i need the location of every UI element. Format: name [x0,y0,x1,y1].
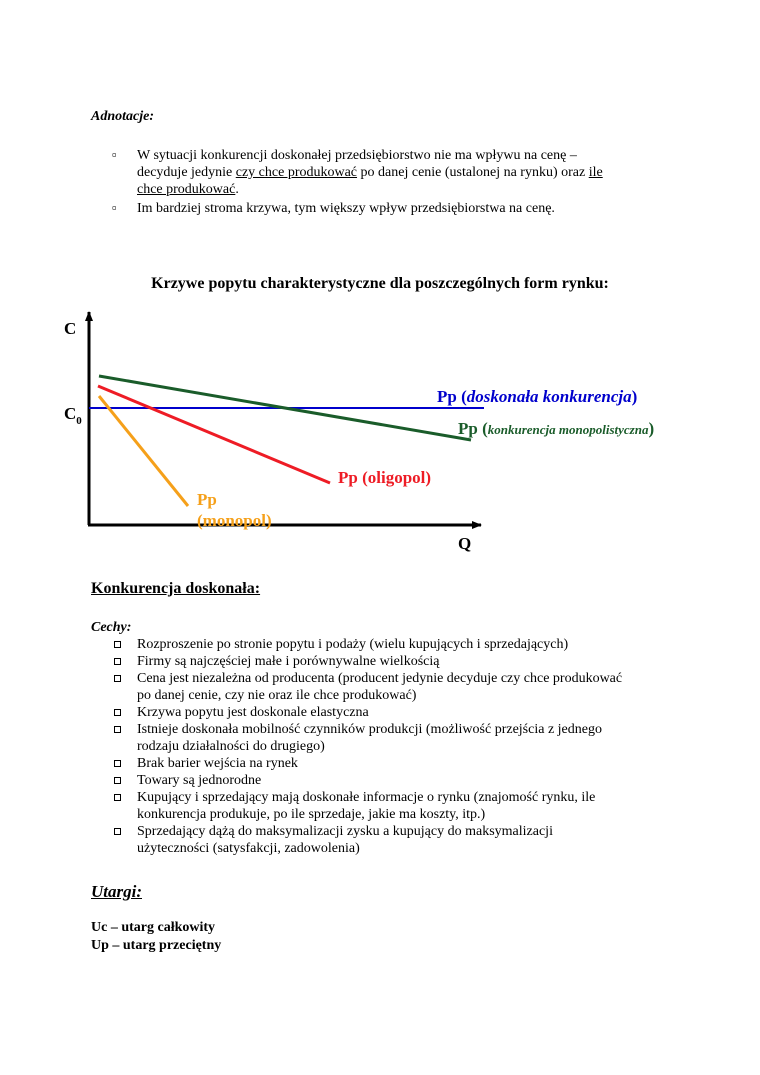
bullet-icon: ▫ [112,147,117,162]
checkbox-bullet-icon [114,641,121,648]
annotation-bullet-1 [112,146,692,198]
checkbox-bullet-icon [114,760,121,767]
checkbox-bullet-icon [114,658,121,665]
monopoly-label-line-2: (monopol) [197,511,272,530]
list-item: Krzywa popytu jest doskonale elastyczna [112,704,692,721]
list-item: Towary są jednorodne [112,772,692,789]
demand-curves-chart [0,300,760,560]
features-list [112,636,692,857]
annotations-heading: Adnotacje: [91,109,154,124]
list-item: Istnieje doskonała mobilność czynników produkcji (możliwość przejścia z jednego rodzaju działalności do drugiego) [112,721,692,755]
annotation-1-text: decyduje jedynie [137,165,236,180]
monopoly-label-line-1: Pp [197,490,217,509]
features-heading: Cechy: [91,620,132,635]
annotation-1-text-mid: po danej cenie (ustalonej na rynku) oraz [357,165,589,180]
annotation-bullet-2 [112,199,692,217]
revenue-average-definition: Up – utarg przeciętny [91,938,222,953]
oligopoly-curve [98,386,330,483]
annotation-1-underline-1: czy chce produkować [235,165,358,180]
checkbox-bullet-icon [114,777,121,784]
annotation-1-period: . [235,182,239,197]
annotation-2-text: Im bardziej stroma krzywa, tym większy wpływ przedsiębiorstwa na cenę. [137,201,555,216]
checkbox-bullet-icon [114,675,121,682]
perfect-competition-label: Pp (doskonała konkurencja) [437,387,638,406]
monopolistic-competition-label: Pp (konkurencja monopolistyczna) [458,419,655,438]
checkbox-bullet-icon [114,828,121,835]
checkbox-bullet-icon [114,709,121,716]
annotation-1-line-1: W sytuacji konkurencji doskonałej przedsiębiorstwo nie ma wpływu na cenę – [137,148,577,163]
list-item: Brak barier wejścia na rynek [112,755,692,772]
list-item: Kupujący i sprzedający mają doskonałe informacje o rynku (znajomość rynku, ile konkurencja produkuje, po ile sprzedaje, jakie ma koszty, itp.) [112,789,692,823]
revenue-total-definition: Uc – utarg całkowity [91,920,216,935]
section-title: Konkurencja doskonała: [91,580,261,597]
revenue-heading: Utargi: [91,882,142,901]
checkbox-bullet-icon [114,794,121,801]
y-axis-label: C [64,319,77,338]
list-item: Rozproszenie po stronie popytu i podaży (wielu kupujących i sprzedających) [112,636,692,653]
list-item: Sprzedający dążą do maksymalizacji zysku a kupujący do maksymalizacji użyteczności (satysfakcji, zadowolenia) [112,823,692,857]
bullet-icon: ▫ [112,200,117,215]
monopoly-curve [99,396,188,506]
list-item: Firmy są najczęściej małe i porównywalne wielkością [112,653,692,670]
chart-title: Krzywe popytu charakterystyczne dla poszczególnych form rynku: [151,275,609,292]
c0-label: $C_0$ [64,404,82,427]
x-axis-label: Q [458,534,472,553]
annotation-1-underline-2: ile [588,165,603,180]
list-item: Cena jest niezależna od producenta (producent jedynie decyduje czy chce produkować po danej cenie, czy nie oraz ile chce produkować) [112,670,692,704]
annotation-1-underline-3: chce produkować [137,182,236,197]
checkbox-bullet-icon [114,726,121,733]
oligopoly-label: Pp (oligopol) [338,468,432,487]
